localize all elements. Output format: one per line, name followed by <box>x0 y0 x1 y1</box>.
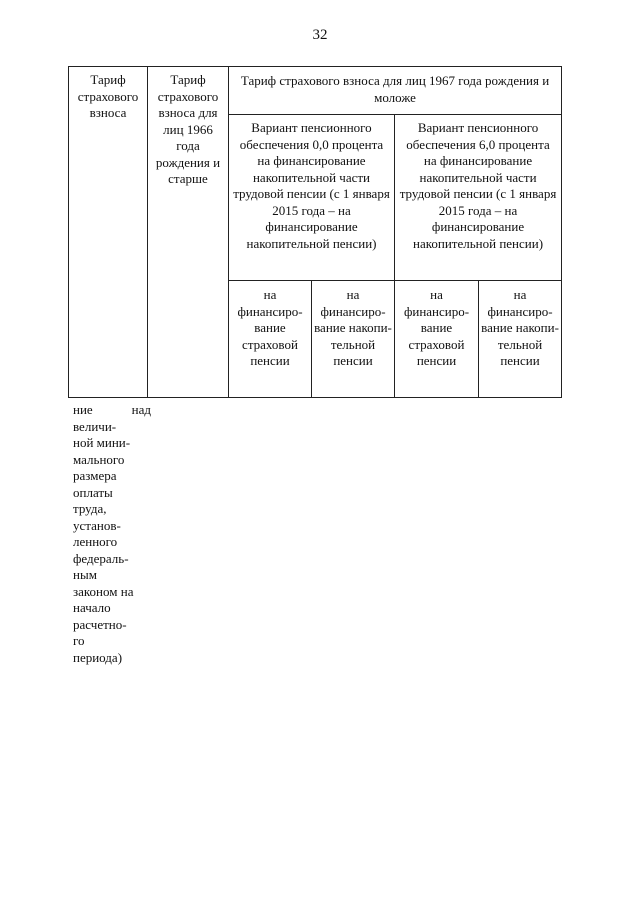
sub-header-insurance-pension: на финансиро-вание страховой пенсии <box>229 281 312 398</box>
tariff-1966-and-older-header: Тариф страхового взноса для лиц 1966 года рождения и старше <box>148 67 229 398</box>
tariff-1967-and-younger-header: Тариф страхового взноса для лиц 1967 года рождения и моложе <box>229 67 562 115</box>
tariff-column-header: Тариф страхового взноса <box>69 67 148 398</box>
continuation-line: го <box>73 633 85 648</box>
continuation-text <box>73 402 151 666</box>
continuation-word: над <box>131 402 151 417</box>
continuation-line: мального <box>73 451 125 467</box>
sub-header-insurance-pension: на финансиро-вание страховой пенсии <box>395 281 479 398</box>
sub-header-funded-pension: на финансиро-вание накопи-тельной пенсии <box>479 281 562 398</box>
tariff-table <box>68 66 562 398</box>
continuation-line: федераль- <box>73 550 129 566</box>
page-number: 32 <box>312 27 328 43</box>
continuation-line: установ- <box>73 517 121 533</box>
continuation-line: оплаты <box>73 484 113 500</box>
variant-0-percent-header: Вариант пенсионного обеспечения 0,0 процента на финансирование накопительной части трудовой пенсии (с 1 января 2015 года – на финансирование накопительной пенсии) <box>229 115 395 281</box>
continuation-line: периода) <box>73 649 123 665</box>
continuation-word: ние <box>73 402 93 417</box>
continuation-line <box>73 402 151 419</box>
continuation-line: расчетно- <box>73 616 127 632</box>
continuation-line: ленного <box>73 534 118 549</box>
continuation-line: величи- <box>73 418 117 434</box>
continuation-line: ной мини- <box>73 435 131 450</box>
continuation-line: размера <box>73 468 117 483</box>
variant-6-percent-header: Вариант пенсионного обеспечения 6,0 процента на финансирование накопительной части трудовой пенсии (с 1 января 2015 года – на финансирование накопительной пенсии) <box>395 115 562 281</box>
continuation-line: ным <box>73 567 97 582</box>
continuation-line: начало <box>73 600 111 615</box>
sub-header-funded-pension: на финансиро-вание накопи-тельной пенсии <box>312 281 395 398</box>
continuation-line: законом на <box>73 583 134 599</box>
continuation-line: труда, <box>73 501 107 516</box>
